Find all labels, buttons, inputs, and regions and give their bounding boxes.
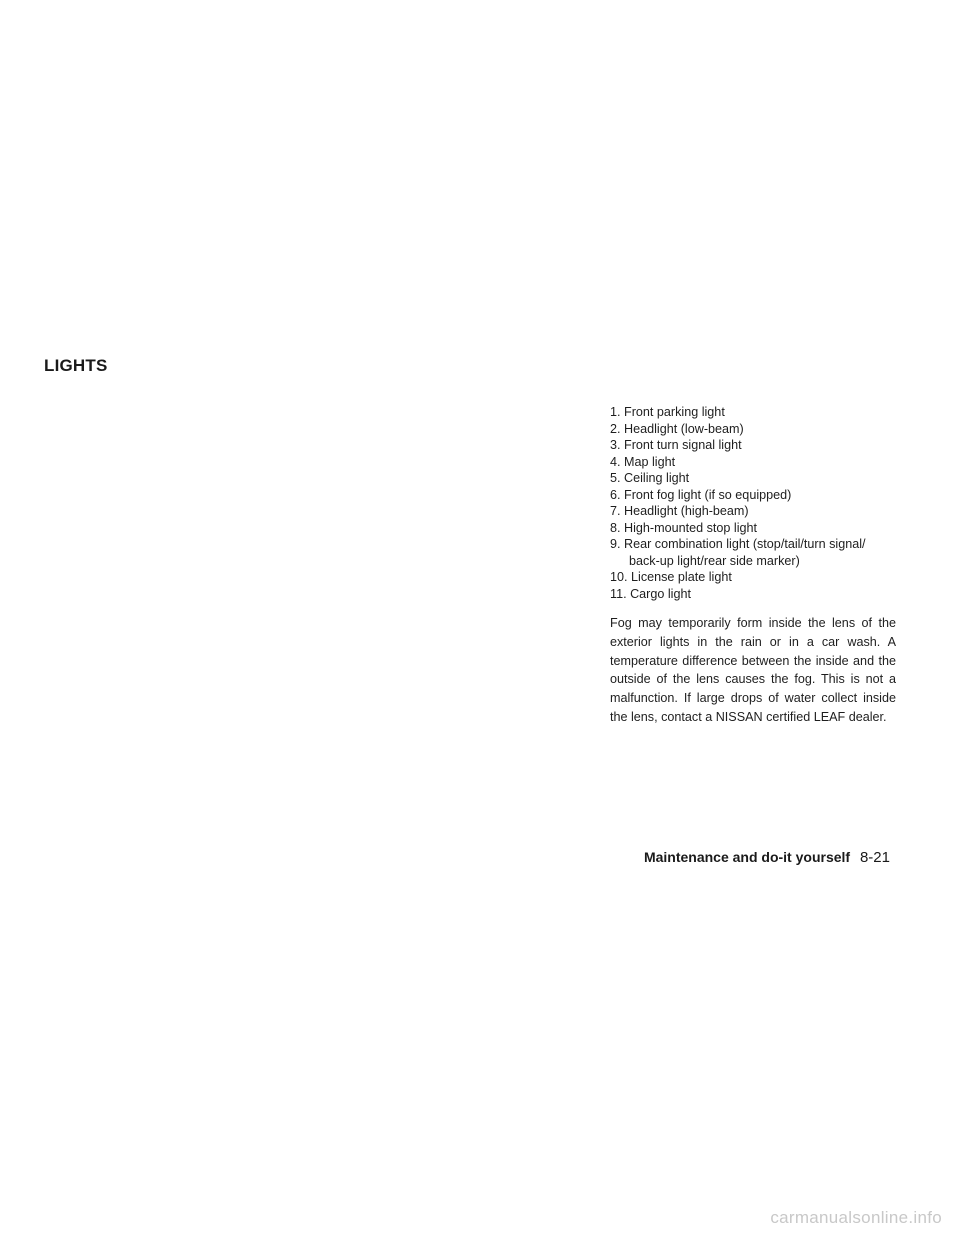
item-label: Ceiling light — [624, 471, 690, 485]
item-number: 2. — [610, 421, 621, 436]
item-label: Front turn signal light — [624, 438, 742, 452]
light-item-list — [610, 404, 900, 602]
list-item — [610, 437, 900, 454]
item-label: Front parking light — [624, 405, 725, 419]
list-item — [610, 503, 900, 520]
list-item — [610, 404, 900, 421]
item-label: High-mounted stop light — [624, 520, 758, 535]
item-label: Headlight (low-beam) — [624, 421, 744, 436]
item-number: 9. — [610, 537, 621, 551]
item-number: 10. — [610, 570, 628, 584]
item-number: 11. — [610, 586, 627, 601]
item-number: 8. — [610, 520, 621, 535]
list-item — [610, 487, 900, 504]
section-title: LIGHTS — [44, 356, 108, 375]
watermark: carmanualsonline.info — [770, 1208, 942, 1227]
item-number: 4. — [610, 454, 621, 469]
item-label: Rear combination light (stop/tail/turn signal/ — [624, 537, 866, 551]
footer-section-name: Maintenance and do-it yourself — [643, 849, 851, 865]
item-number: 7. — [610, 504, 621, 518]
list-item — [610, 470, 900, 487]
list-item — [610, 520, 900, 537]
item-label: Cargo light — [630, 586, 691, 601]
list-item — [610, 454, 900, 471]
list-item — [610, 569, 900, 586]
list-item — [610, 536, 900, 569]
page-footer — [644, 849, 890, 866]
item-label: Front fog light (if so equipped) — [624, 487, 792, 502]
item-number: 5. — [610, 471, 621, 485]
item-label: Map light — [624, 454, 676, 469]
list-item — [610, 586, 900, 603]
fog-notice-paragraph: Fog may temporarily form inside the lens of the exterior lights in the rain or in a car wash. A temperature difference between the inside and the outside of the lens causes the fog. This is not a malfunction. If large drops of water collect inside the lens, contact a NISSAN certified LEAF dealer. — [610, 616, 896, 724]
page-number: 8-21 — [859, 849, 890, 866]
item-number: 6. — [610, 487, 621, 502]
item-number: 1. — [610, 405, 621, 419]
item-label: License plate light — [631, 570, 732, 584]
list-item — [610, 421, 900, 438]
item-label: Headlight (high-beam) — [624, 504, 749, 518]
item-label-continuation: back-up light/rear side marker) — [629, 553, 800, 568]
item-number: 3. — [610, 438, 621, 452]
